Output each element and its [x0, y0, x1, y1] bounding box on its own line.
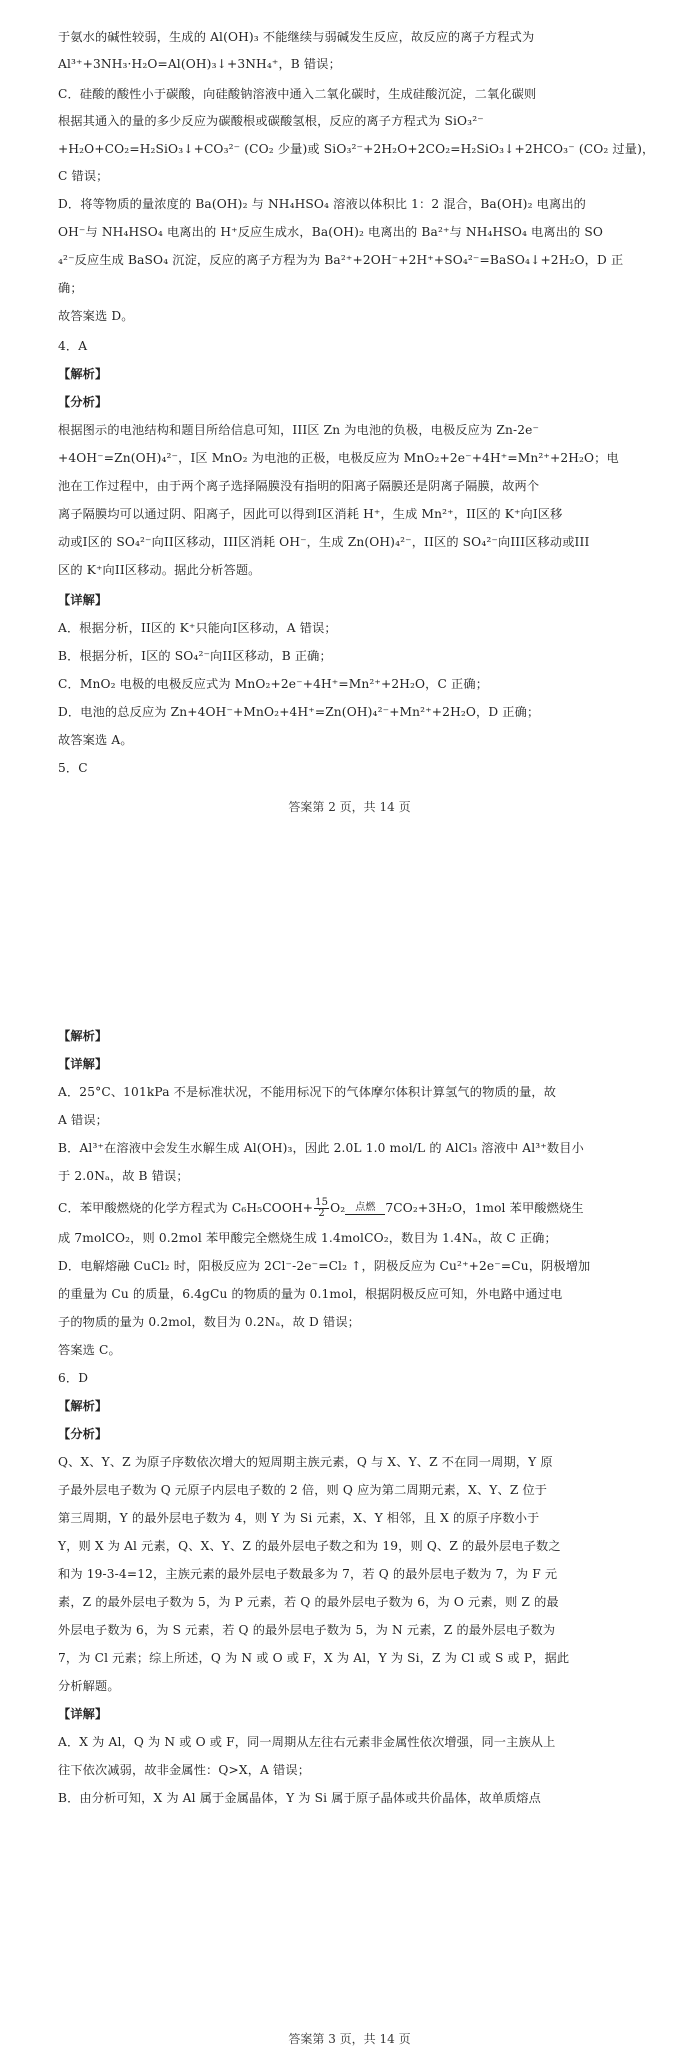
answer-page-2 — [0, 0, 699, 980]
equation-products: 7CO₂+3H₂O，1mol 苯甲酸燃烧生 — [385, 1201, 584, 1215]
section-heading: 【详解】 — [58, 1057, 108, 1071]
text-line: A 错误； — [58, 1113, 108, 1127]
text-line: 4．A — [58, 339, 88, 353]
equation-prefix: C．苯甲酸燃烧的化学方程式为 C₆H₅COOH+ — [58, 1201, 314, 1215]
text-line: D．将等物质的量浓度的 Ba(OH)₂ 与 NH₄HSO₄ 溶液以体积比 1：2 混合，Ba(OH)₂ 电离出的 — [58, 197, 586, 211]
fraction-denominator: 2 — [318, 1208, 325, 1219]
text-line: 故答案选 A。 — [58, 733, 133, 747]
text-line: Q、X、Y、Z 为原子序数依次增大的短周期主族元素，Q 与 X、Y、Z 不在同一周期，Y 原 — [58, 1455, 553, 1469]
text-line: A．X 为 Al，Q 为 N 或 O 或 F，同一周期从左往右元素非金属性依次增强，同一主族从上 — [58, 1735, 556, 1749]
text-line: 区的 K⁺向II区移动。据此分析答题。 — [58, 563, 261, 577]
text-line: 外层电子数为 6，为 S 元素，若 Q 的最外层电子数为 5，为 N 元素，Z 的最外层电子数为 — [58, 1623, 556, 1637]
text-line: 于 2.0Nₐ，故 B 错误； — [58, 1169, 189, 1183]
reaction-condition: 点燃 — [355, 1201, 376, 1213]
text-line: 往下依次减弱，故非金属性：Q>X，A 错误； — [58, 1763, 311, 1777]
text-line: Y，则 X 为 Al 元素，Q、X、Y、Z 的最外层电子数之和为 19，则 Q、Z 的最外层电子数之 — [58, 1539, 561, 1553]
text-line: A．25°C、101kPa 不是标准状况，不能用标况下的气体摩尔体积计算氢气的物质的量，故 — [58, 1085, 557, 1099]
text-line: B．根据分析，I区的 SO₄²⁻向II区移动，B 正确； — [58, 649, 332, 663]
text-line: 的重量为 Cu 的质量，6.4gCu 的物质的量为 0.1mol，根据阴极反应可知，外电路中通过电 — [58, 1287, 563, 1301]
text-line: B．由分析可知，X 为 Al 属于金属晶体，Y 为 Si 属于原子晶体或共价晶体，故单质熔点 — [58, 1791, 541, 1805]
answer-page-3 — [0, 980, 699, 2058]
page-footer: 答案第 3 页，共 14 页 — [288, 2032, 411, 2046]
text-line: A．根据分析，II区的 K⁺只能向I区移动，A 错误； — [58, 621, 337, 635]
fraction-numerator: 15 — [315, 1197, 329, 1208]
text-line: 子最外层电子数为 Q 元原子内层电子数的 2 倍，则 Q 应为第二周期元素，X、Y、Z 位于 — [58, 1483, 548, 1497]
text-line: D．电解熔融 CuCl₂ 时，阳极反应为 2Cl⁻-2e⁻=Cl₂ ↑，阴极反应为 Cu²⁺+2e⁻=Cu，阴极增加 — [58, 1259, 591, 1273]
text-line: 确； — [58, 281, 83, 295]
text-line: C．MnO₂ 电极的电极反应式为 MnO₂+2e⁻+4H⁺=Mn²⁺+2H₂O，C 正确； — [58, 677, 489, 691]
section-heading: 【解析】 — [58, 1399, 108, 1413]
reactant-o2: O₂ — [330, 1201, 346, 1215]
text-line: 成 7molCO₂，则 0.2mol 苯甲酸完全燃烧生成 1.4molCO₂，数目为 1.4Nₐ，故 C 正确； — [58, 1231, 557, 1245]
text-line: +4OH⁻=Zn(OH)₄²⁻，I区 MnO₂ 为电池的正极，电极反应为 MnO₂+2e⁻+4H⁺=Mn²⁺+2H₂O；电 — [58, 451, 619, 465]
section-heading: 【详解】 — [58, 593, 108, 607]
text-line: ₄²⁻反应生成 BaSO₄ 沉淀，反应的离子方程为为 Ba²⁺+2OH⁻+2H⁺+SO₄²⁻=BaSO₄↓+2H₂O，D 正 — [58, 253, 624, 267]
text-line: 分析解题。 — [58, 1679, 120, 1693]
text-line: 根据图示的电池结构和题目所给信息可知，III区 Zn 为电池的负极，电极反应为 Zn-2e⁻ — [58, 423, 540, 437]
text-line: 7，为 Cl 元素；综上所述，Q 为 N 或 O 或 F，X 为 Al，Y 为 Si，Z 为 Cl 或 S 或 P，据此 — [58, 1651, 570, 1665]
text-line: C．硅酸的酸性小于碳酸，向硅酸钠溶液中通入二氧化碳时，生成硅酸沉淀，二氧化碳则 — [58, 87, 537, 101]
fraction — [314, 1198, 329, 1219]
text-line: 动或I区的 SO₄²⁻向II区移动，III区消耗 OH⁻，生成 Zn(OH)₄²⁻，II区的 SO₄²⁻向III区移动或III — [58, 535, 590, 549]
text-line: 和为 19-3-4=12，主族元素的最外层电子数最多为 7，若 Q 的最外层电子数为 7，为 F 元 — [58, 1567, 558, 1581]
reaction-arrow — [345, 1203, 385, 1215]
text-line: Al³⁺+3NH₃·H₂O=Al(OH)₃↓+3NH₄⁺，B 错误； — [58, 57, 341, 71]
page-footer: 答案第 2 页，共 14 页 — [288, 800, 411, 814]
section-heading: 【详解】 — [58, 1707, 108, 1721]
text-line: 第三周期，Y 的最外层电子数为 4，则 Y 为 Si 元素，X、Y 相邻，且 X 的原子序数小于 — [58, 1511, 540, 1525]
section-heading: 【分析】 — [58, 395, 108, 409]
text-line: 离子隔膜均可以通过阴、阳离子，因此可以得到I区消耗 H⁺，生成 Mn²⁺，II区的 K⁺向I区移 — [58, 507, 563, 521]
text-line: 答案选 C。 — [58, 1343, 121, 1357]
arrow-line — [345, 1214, 385, 1215]
text-line: 故答案选 D。 — [58, 309, 134, 323]
text-line: OH⁻与 NH₄HSO₄ 电离出的 H⁺反应生成水，Ba(OH)₂ 电离出的 Ba²⁺与 NH₄HSO₄ 电离出的 SO — [58, 225, 604, 239]
text-line: 池在工作过程中，由于两个离子选择隔膜没有指明的阳离子隔膜还是阴离子隔膜，故两个 — [58, 479, 540, 493]
text-line: 5．C — [58, 761, 88, 775]
text-line: C 错误； — [58, 169, 109, 183]
section-heading: 【分析】 — [58, 1427, 108, 1441]
section-heading: 【解析】 — [58, 367, 108, 381]
text-line: B．Al³⁺在溶液中会发生水解生成 Al(OH)₃，因此 2.0L 1.0 mol/L 的 AlCl₃ 溶液中 Al³⁺数目小 — [58, 1141, 584, 1155]
text-line: 根据其通入的量的多少反应为碳酸根或碳酸氢根，反应的离子方程式为 SiO₃²⁻ — [58, 114, 484, 128]
text-line: 于氨水的碱性较弱，生成的 Al(OH)₃ 不能继续与弱碱发生反应，故反应的离子方程式为 — [58, 30, 535, 44]
section-heading: 【解析】 — [58, 1029, 108, 1043]
equation-line — [58, 1198, 584, 1219]
text-line: D．电池的总反应为 Zn+4OH⁻+MnO₂+4H⁺=Zn(OH)₄²⁻+Mn²⁺+2H₂O，D 正确； — [58, 705, 540, 719]
text-line: +H₂O+CO₂=H₂SiO₃↓+CO₃²⁻ (CO₂ 少量)或 SiO₃²⁻+2H₂O+2CO₂=H₂SiO₃↓+2HCO₃⁻ (CO₂ 过量)， — [58, 142, 655, 156]
text-line: 子的物质的量为 0.2mol，数目为 0.2Nₐ，故 D 错误； — [58, 1315, 360, 1329]
text-line: 6．D — [58, 1371, 89, 1385]
text-line: 素，Z 的最外层电子数为 5，为 P 元素，若 Q 的最外层电子数为 6，为 O 元素，则 Z 的最 — [58, 1595, 559, 1609]
